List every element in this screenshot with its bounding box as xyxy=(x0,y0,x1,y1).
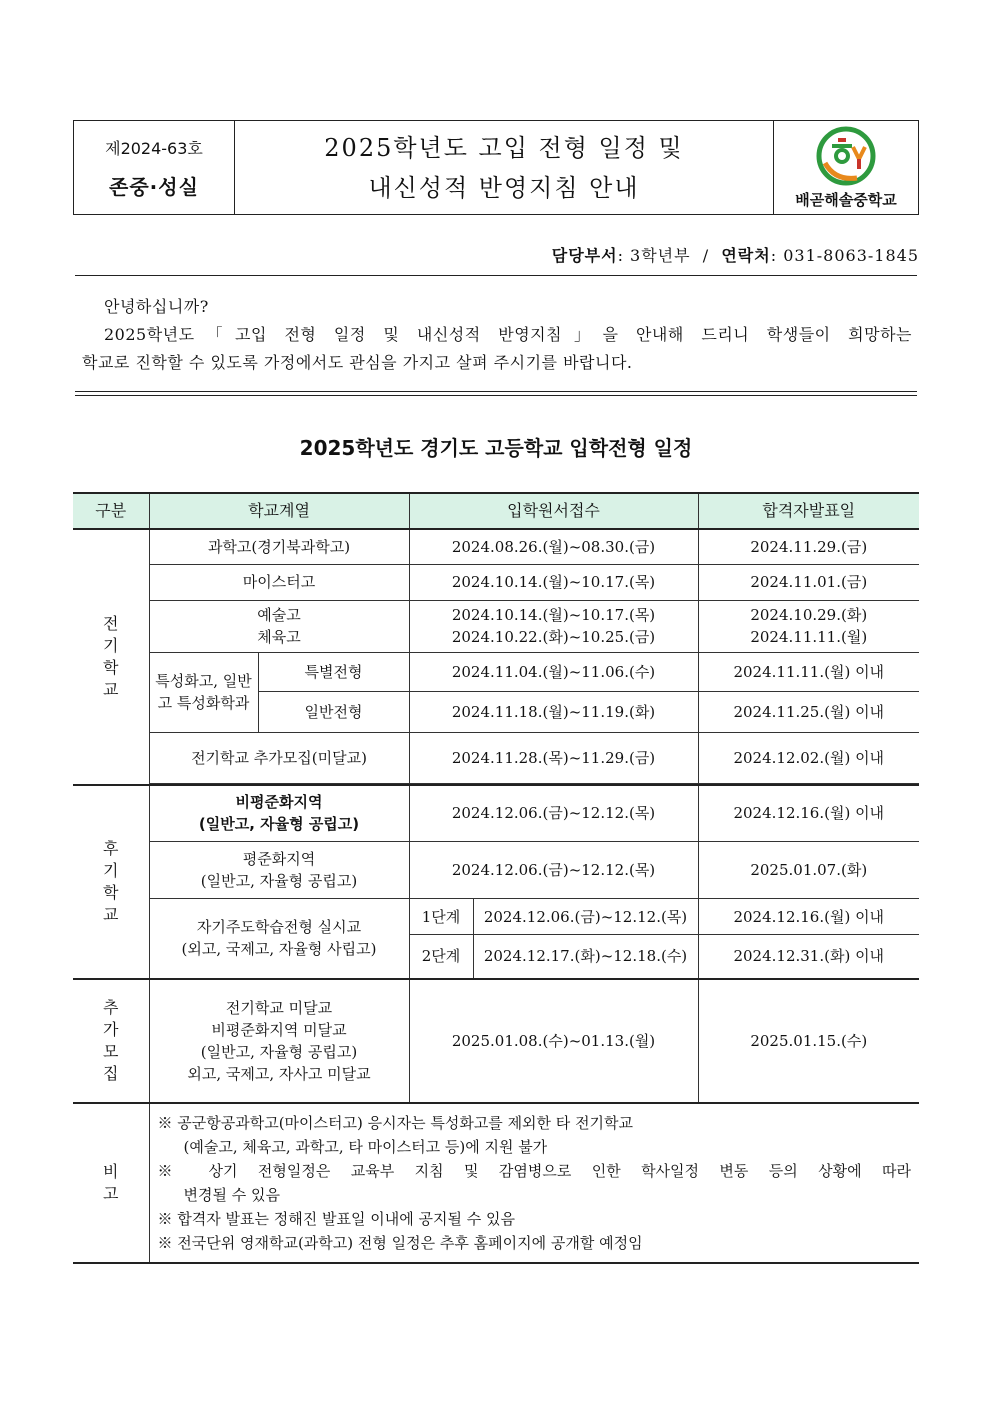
dept-value: 3학년부 xyxy=(630,246,691,265)
result-date: 2025.01.07.(화) xyxy=(698,842,919,899)
table-row xyxy=(73,899,919,935)
table-row xyxy=(73,732,919,783)
table-row xyxy=(73,785,919,842)
result-date: 2025.01.15.(수) xyxy=(698,979,919,1103)
school-type-line: 자기주도학습전형 실시교 xyxy=(196,918,362,937)
school-type-sports: 체육고 xyxy=(257,628,301,646)
stage-label: 2단계 xyxy=(409,935,473,979)
notes-row xyxy=(73,1103,919,1263)
intro-line-1: 2025학년도「고입 전형 일정 및 내신성적 반영지침」을 안내해 드리니 학생들이 희망하는 xyxy=(104,325,912,344)
divider-bottom xyxy=(75,391,917,396)
result-date-arts: 2024.10.29.(화) xyxy=(750,606,868,624)
intro-text xyxy=(82,293,912,377)
school-type xyxy=(149,899,409,979)
col-header: 합격자발표일 xyxy=(698,493,919,529)
school-type xyxy=(149,842,409,899)
table-row xyxy=(73,652,919,691)
note-item: 변경될 수 있음 xyxy=(183,1185,280,1204)
group-label: 비고 xyxy=(103,1161,119,1203)
table-row xyxy=(73,529,919,564)
col-header: 구분 xyxy=(73,493,149,529)
special-group xyxy=(149,652,258,732)
result-date-sports: 2024.11.11.(월) xyxy=(750,628,868,646)
document-header xyxy=(73,120,919,215)
group-label: 전기학교 xyxy=(103,613,119,699)
col-header: 학교계열 xyxy=(149,493,409,529)
apply-date: 2024.10.14.(월)~10.17.(목) xyxy=(409,564,698,600)
school-type-arts: 예술고 xyxy=(257,606,301,624)
school-type xyxy=(149,785,409,842)
table-row xyxy=(73,979,919,1103)
school-type xyxy=(149,600,409,652)
table-row xyxy=(73,600,919,652)
schedule-title: 2025학년도 경기도 고등학교 입학전형 일정 xyxy=(299,436,693,460)
group-extra xyxy=(73,979,149,1103)
result-date: 2024.11.01.(금) xyxy=(698,564,919,600)
group-early xyxy=(73,529,149,785)
result-date: 2024.11.11.(월) 이내 xyxy=(698,652,919,691)
school-type-line: (일반고, 자율형 공립고) xyxy=(198,815,360,834)
school-type-line: 비평준화지역 미달교 xyxy=(211,1020,347,1039)
group-late xyxy=(73,785,149,979)
note-item: ※ 전국단위 영재학교(과학고) 전형 일정은 추후 홈페이지에 공개할 예정임 xyxy=(157,1233,643,1252)
school-type-line: 외고, 국제고, 자사고 미달교 xyxy=(187,1064,371,1083)
result-date: 2024.12.16.(월) 이내 xyxy=(698,899,919,935)
contact-line: 담당부서: 3학년부 / 연락처: 031-8063-1845 xyxy=(551,246,919,265)
school-type: 전기학교 추가모집(미달교) xyxy=(149,732,409,783)
note-item: (예술고, 체육고, 과학고, 타 마이스터고 등)에 지원 불가 xyxy=(183,1137,548,1156)
apply-date: 2025.01.08.(수)~01.13.(월) xyxy=(409,979,698,1103)
note-item: ※ 상기 전형일정은 교육부 지침 및 감염병으로 인한 학사일정 변동 등의 상황에 따라 xyxy=(157,1161,912,1180)
group-label: 후기학교 xyxy=(103,838,119,924)
school-type: 과학고(경기북과학고) xyxy=(149,529,409,564)
group-label: 추가모집 xyxy=(103,997,119,1083)
doc-info xyxy=(74,121,235,214)
apply-date: 2024.11.04.(월)~11.06.(수) xyxy=(409,652,698,691)
notes-cell xyxy=(149,1103,919,1263)
table-row xyxy=(73,842,919,899)
intro-line-2: 학교로 진학할 수 있도록 가정에서도 관심을 가지고 살펴 주시기를 바랍니다. xyxy=(82,353,633,372)
result-date: 2024.12.16.(월) 이내 xyxy=(698,785,919,842)
apply-date: 2024.12.06.(금)~12.12.(목) xyxy=(409,842,698,899)
special-group-label: 특성화고, 일반고 특성화학과 xyxy=(155,672,252,712)
phone-value: 031-8063-1845 xyxy=(783,246,919,265)
school-type: 마이스터고 xyxy=(149,564,409,600)
apply-date xyxy=(409,600,698,652)
apply-date: 2024.12.06.(금)~12.12.(목) xyxy=(409,785,698,842)
schedule-table xyxy=(73,492,919,1264)
school-name: 배곧해솔중학교 xyxy=(795,191,897,209)
school-type-line: 비평준화지역 xyxy=(235,793,323,812)
apply-date: 2024.08.26.(월)~08.30.(금) xyxy=(409,529,698,564)
result-date xyxy=(698,600,919,652)
divider-top xyxy=(75,275,917,276)
school-type-line: (일반고, 자율형 공립고) xyxy=(200,872,358,890)
school-type-line: 전기학교 미달교 xyxy=(225,998,333,1017)
school-logo-icon xyxy=(813,125,879,187)
stage-label: 1단계 xyxy=(409,899,473,935)
result-date: 2024.11.29.(금) xyxy=(698,529,919,564)
document-number: 제2024-63호 xyxy=(105,138,203,158)
apply-date: 2024.12.06.(금)~12.12.(목) xyxy=(473,899,698,935)
school-logo-block xyxy=(773,121,918,214)
apply-date: 2024.12.17.(화)~12.18.(수) xyxy=(473,935,698,979)
school-motto: 존중·성실 xyxy=(109,174,199,199)
result-date: 2024.12.02.(월) 이내 xyxy=(698,732,919,783)
table-row xyxy=(73,564,919,600)
school-type-line: (외고, 국제고, 자율형 사립고) xyxy=(181,940,377,959)
apply-date-arts: 2024.10.14.(월)~10.17.(목) xyxy=(451,606,656,624)
table-header-row xyxy=(73,493,919,529)
title-line-2: 내신성적 반영지침 안내 xyxy=(368,173,640,202)
note-item: ※ 합격자 발표는 정해진 발표일 이내에 공지될 수 있음 xyxy=(157,1209,515,1228)
dept-label: 담당부서 xyxy=(551,246,618,265)
note-item: ※ 공군항공과학고(마이스터고) 응시자는 특성화고를 제외한 타 전기학교 xyxy=(157,1113,634,1132)
phone-label: 연락처 xyxy=(721,246,771,265)
col-header: 입학원서접수 xyxy=(409,493,698,529)
result-date: 2024.12.31.(화) 이내 xyxy=(698,935,919,979)
group-notes xyxy=(73,1103,149,1263)
school-type: 특별전형 xyxy=(258,652,409,691)
school-type-line: 평준화지역 xyxy=(242,850,316,868)
apply-date: 2024.11.18.(월)~11.19.(화) xyxy=(409,691,698,732)
title-line-1: 2025학년도 고입 전형 일정 및 xyxy=(324,133,684,162)
document-title xyxy=(235,121,773,214)
apply-date: 2024.11.28.(목)~11.29.(금) xyxy=(409,732,698,783)
school-type-line: (일반고, 자율형 공립고) xyxy=(200,1042,358,1061)
greeting: 안녕하십니까? xyxy=(104,297,209,316)
apply-date-sports: 2024.10.22.(화)~10.25.(금) xyxy=(451,628,656,646)
result-date: 2024.11.25.(월) 이내 xyxy=(698,691,919,732)
school-type xyxy=(149,979,409,1103)
school-type: 일반전형 xyxy=(258,691,409,732)
